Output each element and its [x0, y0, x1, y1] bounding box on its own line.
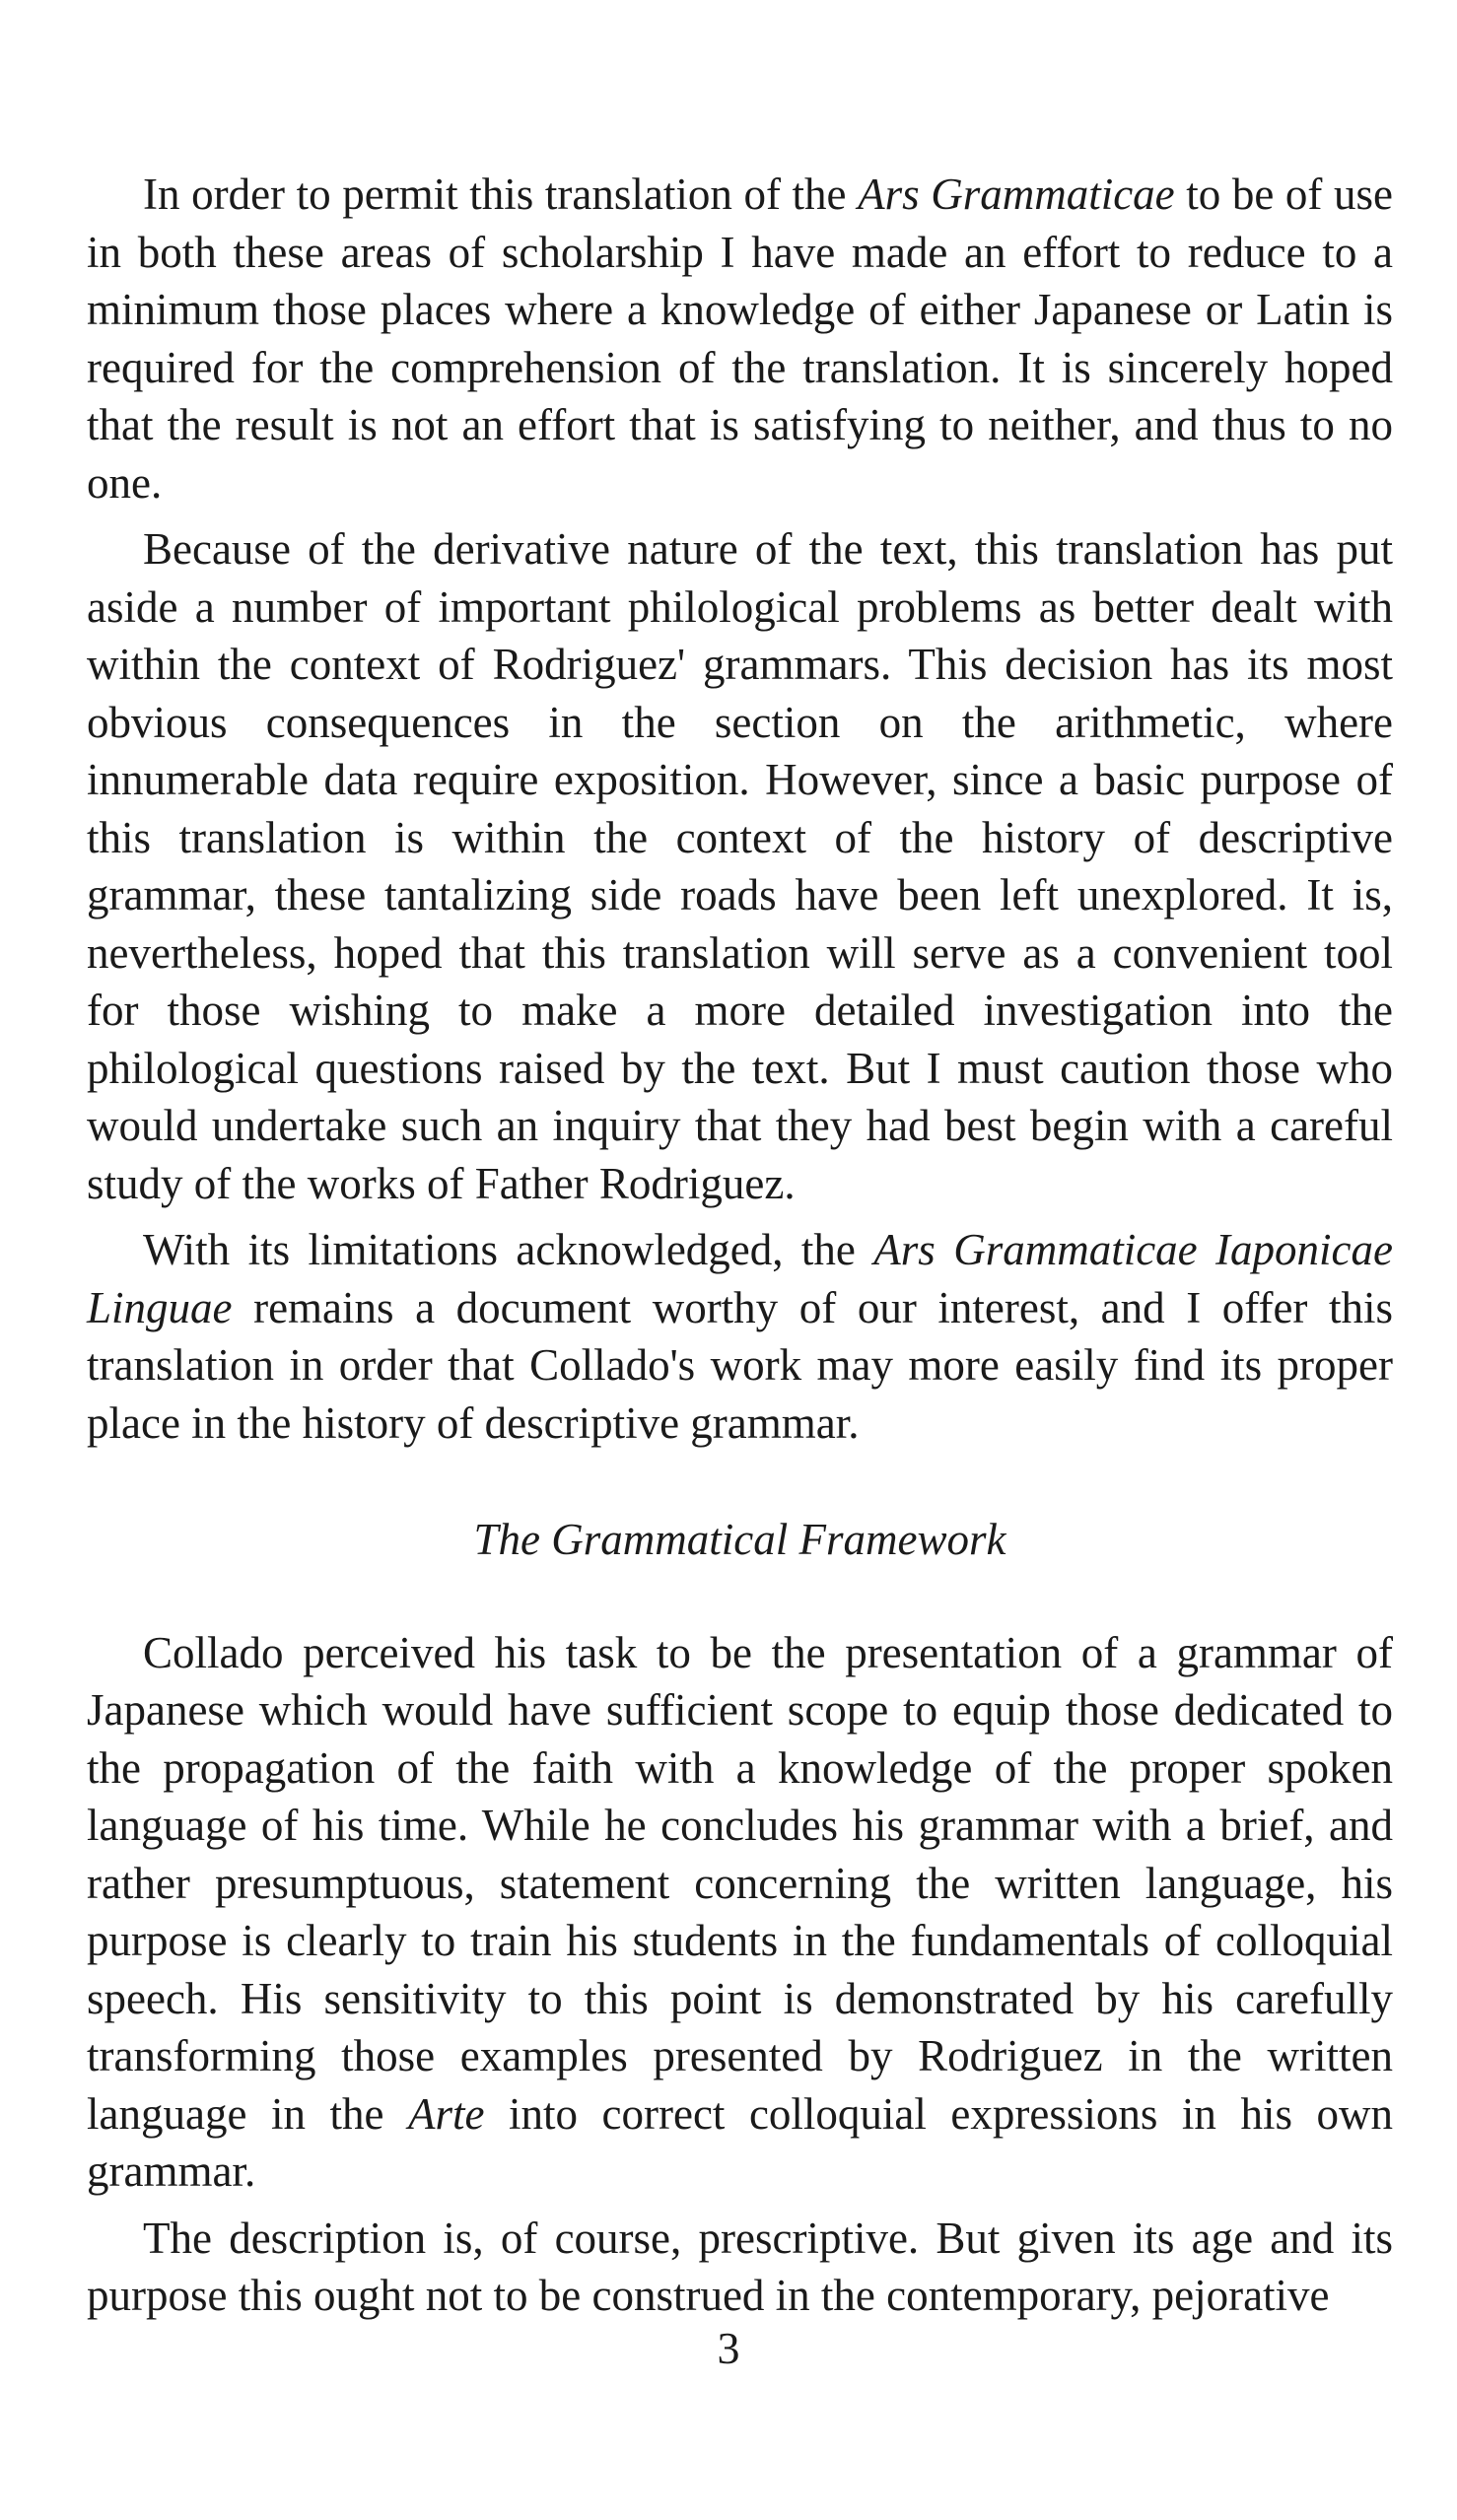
text-run: Collado perceived his task to be the presentation of a grammar of Japanese which would have sufficient scope to equip those dedicated to the propagation of the faith with a knowledge of the proper spoken language of his time. While he concludes his grammar with a brief, and rather presumptuous, statement concerning the written language, his purpose is clearly to train his students in the fundamentals of colloquial speech. His sensitivity to this point is demonstrated by his carefully transforming those examples presented by Rodriguez in the written language in the — [87, 1627, 1393, 2139]
paragraph-prescriptive — [87, 2210, 1393, 2325]
text-run: remains a document worthy of our interest, and I offer this translation in order that Collado's work may more easily find its proper place in the history of descriptive grammar. — [87, 1282, 1393, 1448]
book-page — [87, 166, 1393, 2325]
italic-title: Ars Grammaticae Iaponicae Linguae — [87, 1225, 1393, 1332]
text-run: The description is, of course, prescriptive. But given its age and its purpose this ought not to be construed in the contemporary, pejorative — [87, 2213, 1393, 2320]
paragraph-philological-problems — [87, 520, 1393, 1212]
paragraph-collado-task — [87, 1624, 1393, 2201]
italic-title: Ars Grammaticae — [858, 170, 1175, 219]
section-heading: The Grammatical Framework — [473, 1515, 1006, 1564]
text-run: to be of use in both these areas of scholarship I have made an effort to reduce to a minimum those places where a knowledge of either Japanese or Latin is required for the comprehension of the translation. It is sincerely hoped that the result is not an effort that is satisfying to neither, and thus to no one. — [87, 170, 1393, 508]
italic-title: Arte — [407, 2088, 485, 2139]
page-number: 3 — [717, 2323, 740, 2373]
text-run: In order to permit this translation of the — [143, 170, 859, 219]
paragraph-translation-scope — [87, 166, 1393, 511]
text-run: Because of the derivative nature of the text, this translation has put aside a number of important philological problems as better dealt with within the context of Rodriguez' grammars. This decision has its most obvious consequences in the section on the arithmetic, where innumerable data require exposition. However, since a basic purpose of this translation is within the context of the history of descriptive grammar, these tantalizing side roads have been left unexplored. It is, nevertheless, hoped that this translation will serve as a convenient tool for those wishing to make a more detailed investigation into the philological questions raised by the text. But I must caution those who would undertake such an inquiry that they had best begin with a careful study of the works of Father Rodriguez. — [87, 524, 1393, 1208]
text-run: into correct colloquial expressions in his own grammar. — [87, 2088, 1393, 2196]
paragraph-limitations — [87, 1221, 1393, 1452]
text-run: With its limitations acknowledged, the — [143, 1225, 874, 1274]
